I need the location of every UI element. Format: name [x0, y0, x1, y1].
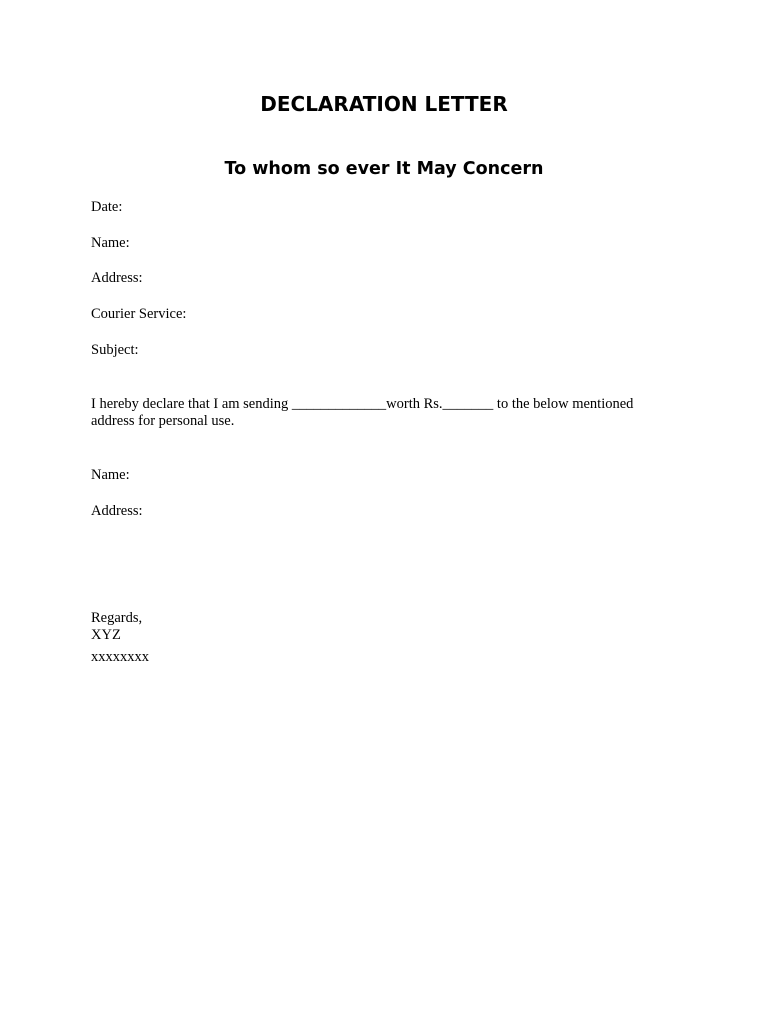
- declaration-line-1: I hereby declare that I am sending _____________worth Rs._______ to the below mentioned: [91, 396, 634, 412]
- declaration-line-2: address for personal use.: [91, 413, 235, 429]
- signatory-name: XYZ: [91, 627, 121, 643]
- date-field-label: Date:: [91, 199, 123, 215]
- document-title: DECLARATION LETTER: [260, 92, 508, 116]
- recipient-address-label: Address:: [91, 503, 143, 519]
- signature-placeholder: xxxxxxxx: [91, 649, 149, 665]
- declaration-paragraph: [91, 396, 671, 430]
- address-field-label: Address:: [91, 270, 143, 286]
- salutation-heading: To whom so ever It May Concern: [224, 159, 544, 179]
- courier-service-field-label: Courier Service:: [91, 306, 187, 322]
- subject-field-label: Subject:: [91, 342, 139, 358]
- recipient-name-label: Name:: [91, 467, 130, 483]
- name-field-label: Name:: [91, 235, 130, 251]
- closing-regards: Regards,: [91, 610, 143, 626]
